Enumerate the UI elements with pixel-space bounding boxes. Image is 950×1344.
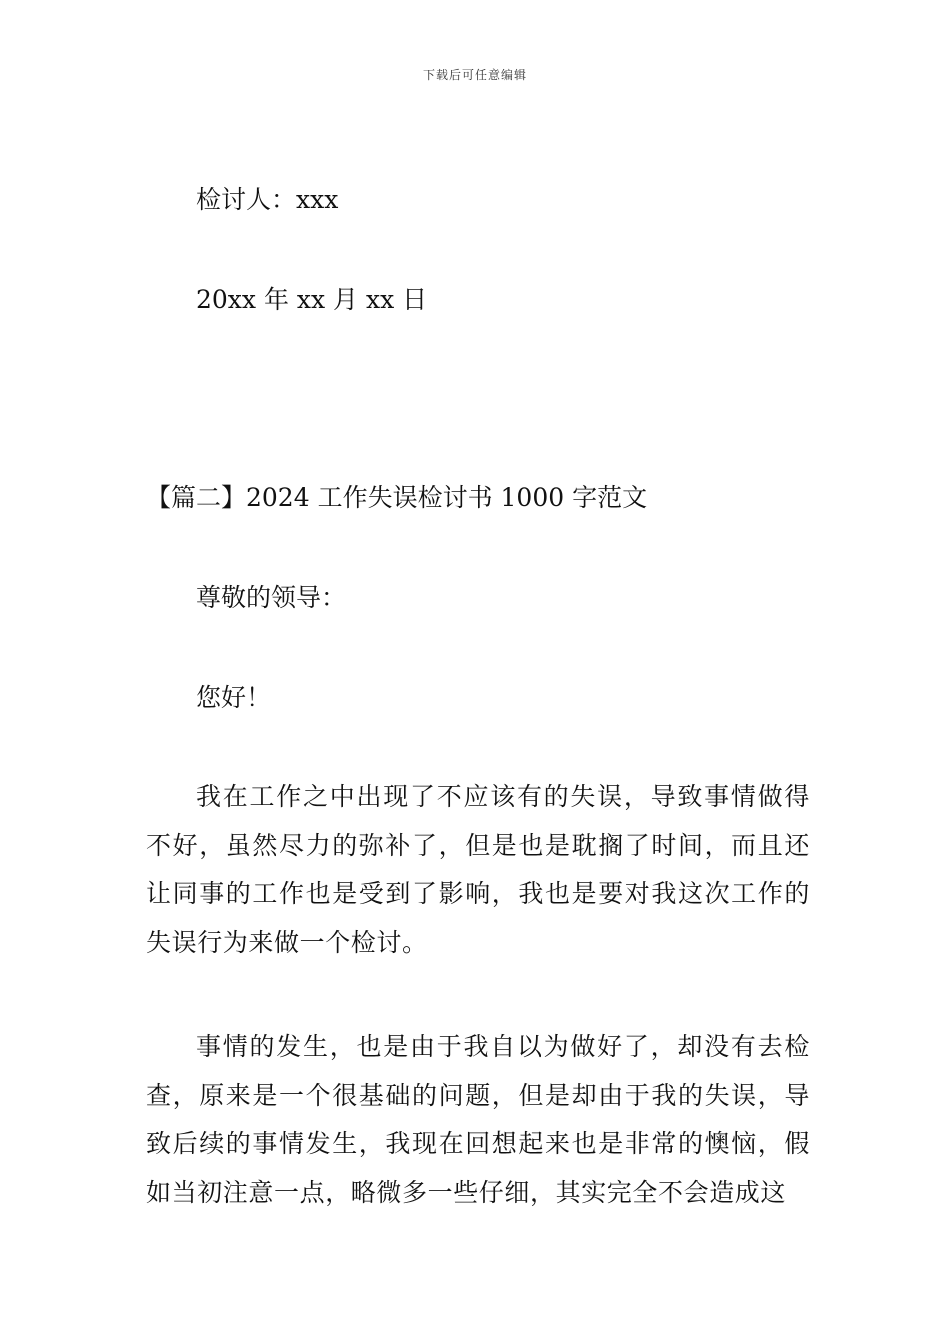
salutation: 尊敬的领导： <box>196 583 347 612</box>
page-header-note: 下载后可任意编辑 <box>422 68 527 82</box>
greeting: 您好！ <box>196 683 272 712</box>
signature-date: 20xx 年 xx 月 xx 日 <box>196 285 428 314</box>
signature-author: 检讨人：xxx <box>196 185 339 214</box>
section-title: 【篇二】2024 工作失误检讨书 1000 字范文 <box>146 483 648 512</box>
body-paragraph-1: 我在工作之中出现了不应该有的失误，导致事情做得不好，虽然尽力的弥补了，但是也是耽搁了时间，而且还让同事的工作也是受到了影响，我也是要对我这次工作的失误行为来做一个检讨。 <box>146 782 810 957</box>
body-paragraph-2: 事情的发生，也是由于我自以为做好了，却没有去检查，原来是一个很基础的问题，但是却由于我的失误，导致后续的事情发生，我现在回想起来也是非常的懊恼，假如当初注意一点，略微多一些仔细，其实完全不会造成这 <box>146 1032 810 1207</box>
